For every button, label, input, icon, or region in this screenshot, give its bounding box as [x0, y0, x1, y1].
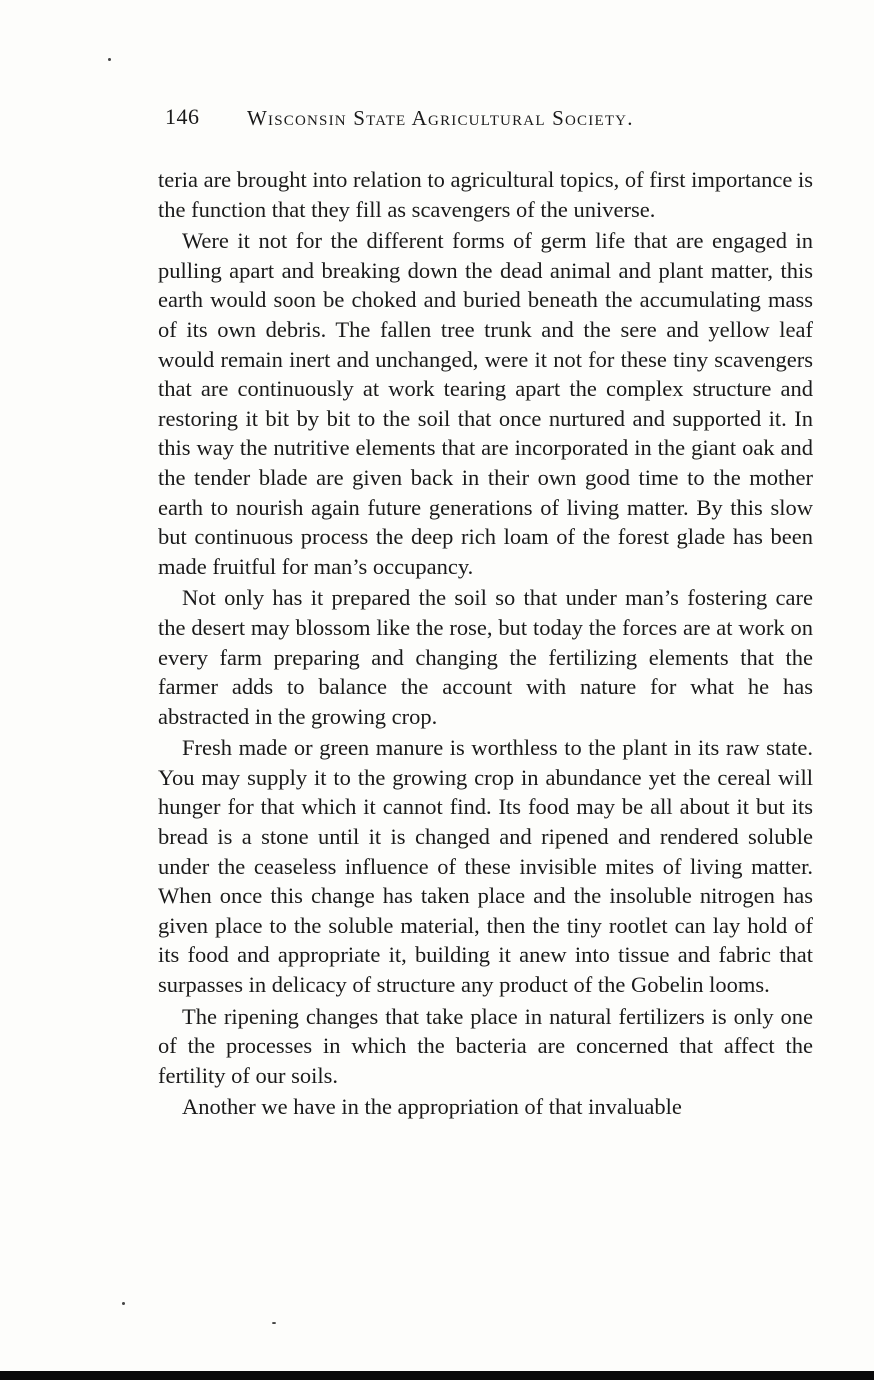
paragraph-continues: Another we have in the appropriation of that invaluable	[182, 1094, 682, 1120]
paragraph-continuation: teria are brought into relation to agricultural topics, of first importance is the function that they fill as scavengers of the universe.	[158, 167, 813, 222]
paragraph: Not only has it prepared the soil so that under man’s fostering care the desert may blossom like the rose, but today the forces are at work on every farm preparing and changing the fertilizing elements that the farmer adds to balance the account with nature for what he has abstracted in the growing crop.	[158, 585, 813, 729]
scan-bottom-edge	[0, 1371, 874, 1380]
page-number: 146	[165, 104, 200, 129]
page-header	[165, 104, 815, 138]
running-title: Wisconsin State Agricultural Society.	[247, 106, 634, 130]
paragraph: Fresh made or green manure is worthless to the plant in its raw state. You may supply it to the growing crop in abundance yet the cereal will hunger for that which it cannot find. Its food may be all about it but its bread is a stone until it is changed and ripened and rendered soluble under the ceaseless influence of these invisible mites of living matter. When once this change has taken place and the insoluble nitrogen has given place to the soluble material, then the tiny rootlet can lay hold of its food and appropriate it, building it anew into tissue and fabric that surpasses in delicacy of structure any product of the Gobelin looms.	[158, 735, 813, 998]
scan-speck	[108, 58, 111, 61]
paragraph: The ripening changes that take place in natural fertilizers is only one of the processes in which the bacteria are concerned that affect the fertility of our soils.	[158, 1003, 813, 1088]
body-text	[158, 165, 813, 1122]
paragraph: Were it not for the different forms of germ life that are engaged in pulling apart and breaking down the dead animal and plant matter, this earth would soon be choked and buried beneath the accumulating mass of its own debris. The fallen tree trunk and the sere and yellow leaf would remain inert and unchanged, were it not for these tiny scavengers that are continuously at work tearing apart the complex structure and restoring it bit by bit to the soil that once nurtured and supported it. In this way the nutritive elements that are incorporated in the giant oak and the tender blade are given back in their own good time to the mother earth to nourish again future generations of living matter. By this slow but continuous process the deep rich loam of the forest glade has been made fruitful for man’s occupancy.	[158, 228, 813, 579]
scan-speck	[122, 1302, 125, 1305]
scan-speck	[272, 1322, 276, 1324]
